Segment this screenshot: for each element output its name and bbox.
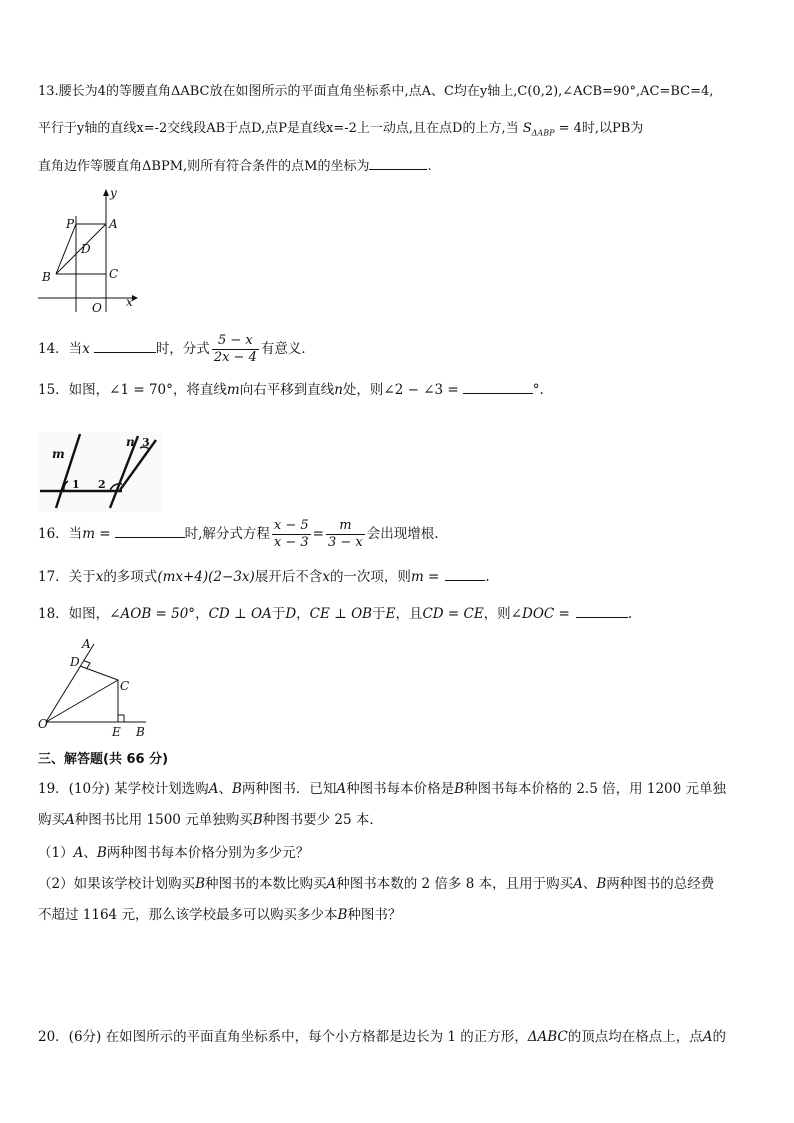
q19-part-2-line-2: 不超过 1164 元，那么该学校最多可以购买多少本B种图书？: [38, 907, 402, 923]
q17: 17．关于x的多项式(mx+4)(2−3x)展开后不含x的一次项，则m = .: [38, 566, 490, 587]
q13-x-arrow: [132, 295, 138, 301]
q18-answer-blank[interactable]: [576, 603, 628, 618]
q15-label-1: 1: [72, 478, 80, 491]
q18-figure: [38, 636, 154, 740]
q13-line-3: 直角边作等腰直角ΔBPM,则所有符合条件的点M的坐标为 .: [38, 155, 432, 177]
q13-figure: [38, 188, 148, 318]
q13-segment-pb: [56, 224, 76, 274]
q13-line-2: 平行于y轴的直线x=-2交线段AB于点D,点P是直线x=-2上一动点,且在点D的上方,当 $S_{\Delta ABP} = 4$时,以PB为: [38, 121, 644, 138]
q19-part-2-line-1: （2）如果该学校计划购买B种图书的本数比购买A种图书本数的 2 倍多 8 本，且用于购买A、B两种图书的总经费: [38, 876, 715, 892]
q19-part-1: （1）A、B两种图书每本价格分别为多少元？: [38, 845, 310, 861]
q16-fraction-left: $\frac{x - 5}{x - 3}$: [273, 518, 309, 550]
q15: 15．如图，∠1 = 70°，将直线m向右平移到直线n处，则∠2 − ∠3 = °.: [38, 379, 544, 400]
q13-answer-blank[interactable]: [369, 155, 427, 170]
q14-fraction: $\frac{5 - x}{2x - 4}$: [213, 333, 257, 365]
q15-label-3: 3: [142, 436, 150, 449]
section-3-title: 三、解答题(共 66 分): [38, 752, 169, 767]
q20-line-1: 20．(6分) 在如图所示的平面直角坐标系中，每个小方格都是边长为 1 的正方形，ΔABC的顶点均在格点上，点A的: [38, 1029, 727, 1045]
q18-right-angle-e: [118, 715, 124, 722]
q13-label-b: B: [42, 270, 51, 284]
q13-y-arrow: [103, 189, 109, 196]
q18-segment-oc: [46, 680, 118, 722]
q13-label-y: y: [110, 186, 117, 200]
q16: 16．当m = 时,解分式方程 $\frac{x - 5}{x - 3}$ = $\frac{m}{3 - x}$ 会出现增根.: [38, 518, 439, 550]
q19-line-2: 购买A种图书比用 1500 元单独购买B种图书要少 25 本．: [38, 812, 383, 828]
q15-label-m: m: [52, 447, 65, 461]
q15-answer-blank[interactable]: [463, 379, 533, 394]
q14-answer-blank[interactable]: [94, 338, 156, 353]
q15-figure: [38, 432, 162, 512]
q18-label-o: O: [38, 717, 48, 731]
q13-label-x: x: [126, 295, 133, 309]
q18: 18．如图，∠AOB = 50°，CD ⊥ OA于D，CE ⊥ OB于E，且CD = CE，则∠DOC = .: [38, 603, 632, 624]
q13-label-p: P: [66, 217, 75, 231]
q15-label-n: n: [126, 435, 135, 449]
q18-label-c: C: [120, 679, 130, 693]
q18-label-b: B: [136, 725, 145, 739]
q18-label-d: D: [70, 655, 80, 669]
q13-label-a: A: [109, 217, 118, 231]
q13-label-o: O: [92, 301, 102, 315]
q18-label-a: A: [82, 637, 91, 651]
q16-answer-blank[interactable]: [115, 523, 185, 538]
q16-fraction-right: $\frac{m}{3 - x}$: [327, 518, 363, 550]
q18-label-e: E: [112, 725, 121, 739]
q13-label-c: C: [109, 267, 119, 281]
q18-segment-cd: [80, 666, 118, 680]
q15-label-2: 2: [98, 478, 106, 491]
q13-label-d: D: [81, 242, 91, 256]
q17-answer-blank[interactable]: [445, 566, 485, 581]
q19-line-1: 19．(10分) 某学校计划选购A、B两种图书．已知A种图书每本价格是B种图书每本价格的 2.5 倍，用 1200 元单独: [38, 781, 727, 797]
q13-line-1: 13.腰长为4的等腰直角ΔABC放在如图所示的平面直角坐标系中,点A、C均在y轴上,C(0,2),∠ACB=90°,AC=BC=4,: [38, 84, 714, 99]
q14: 14．当x 时，分式 $\frac{5 - x}{2x - 4}$ 有意义．: [38, 333, 315, 365]
